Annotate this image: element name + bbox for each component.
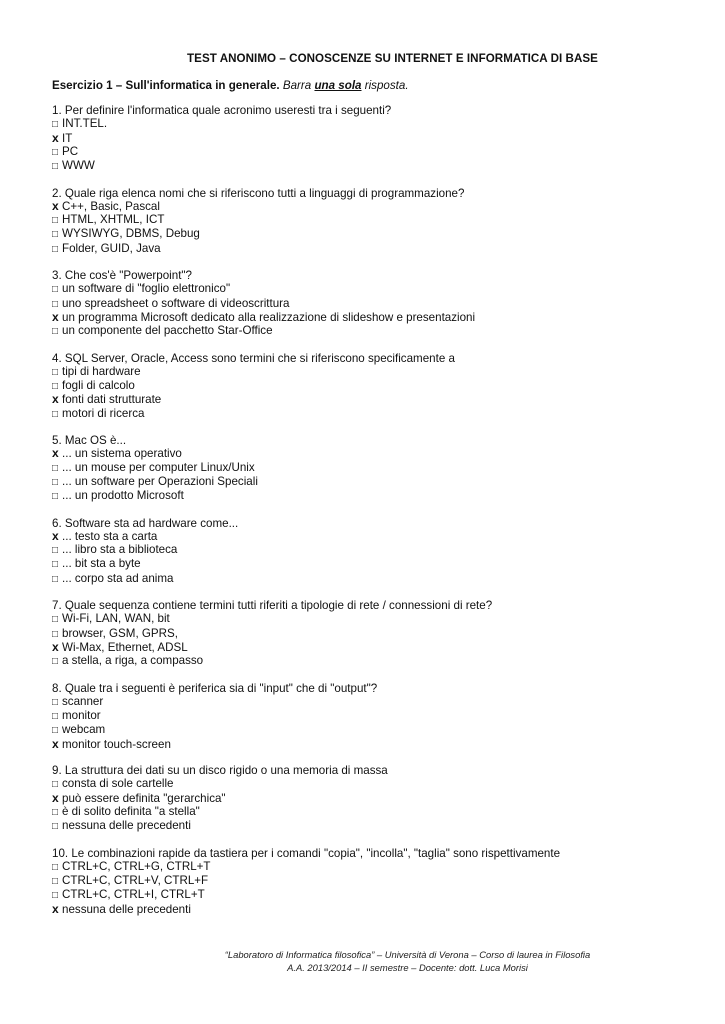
answer-option[interactable] [52,475,692,489]
answer-option[interactable] [52,379,692,393]
option-label: nessuna delle precedenti [62,819,191,832]
empty-checkbox-icon[interactable]: □ [52,381,59,392]
question-8 [52,682,692,751]
option-label: ... libro sta a biblioteca [62,543,178,556]
empty-checkbox-icon[interactable]: □ [52,628,59,640]
answer-option[interactable] [52,145,692,159]
option-label: browser, GSM, GPRS, [62,626,178,640]
answer-option[interactable] [52,557,692,571]
footer-line-course: “Laboratoro di Informatica filosofica” – Università di Verona – Corso di laurea in Filosofia [224,949,591,960]
answer-option-selected[interactable] [52,447,692,460]
answer-option[interactable] [52,819,692,833]
option-label: fonti dati strutturate [62,393,162,407]
option-label: monitor [62,709,101,722]
answer-option[interactable] [52,324,692,338]
option-label: Wi-Fi, LAN, WAN, bit [62,612,170,626]
empty-checkbox-icon[interactable]: □ [52,821,59,832]
empty-checkbox-icon[interactable]: □ [52,326,59,337]
answer-option-selected[interactable] [52,311,692,324]
question-list [52,104,692,929]
empty-checkbox-icon[interactable]: □ [52,215,59,226]
question-4 [52,352,692,421]
option-label: WYSIWYG, DBMS, Debug [62,227,200,241]
answer-option[interactable] [52,213,692,227]
answer-option-selected[interactable] [52,132,692,145]
answer-option-selected[interactable] [52,903,692,916]
answer-option[interactable] [52,612,692,626]
page-title: TEST ANONIMO – CONOSCENZE SU INTERNET E INFORMATICA DI BASE [187,52,598,65]
checked-mark-icon[interactable]: x [52,639,59,654]
question-text: 6. Software sta ad hardware come... [52,516,239,530]
checked-mark-icon[interactable]: x [52,528,59,543]
empty-checkbox-icon[interactable]: □ [52,408,59,420]
answer-option[interactable] [52,282,692,296]
option-label: nessuna delle precedenti [62,902,191,916]
answer-option[interactable] [52,572,692,586]
option-label: Folder, GUID, Java [62,241,161,255]
option-label: fogli di calcolo [62,379,135,392]
answer-option[interactable] [52,365,692,379]
answer-option[interactable] [52,242,692,256]
answer-option[interactable] [52,461,692,475]
empty-checkbox-icon[interactable]: □ [52,462,59,474]
question-text: 9. La struttura dei dati su un disco rigido o una memoria di massa [52,764,388,777]
question-7 [52,599,692,668]
option-label: ... testo sta a carta [62,529,158,543]
answer-option-selected[interactable] [52,530,692,543]
option-label: ... corpo sta ad anima [62,571,174,585]
empty-checkbox-icon[interactable]: □ [52,806,59,818]
empty-checkbox-icon[interactable]: □ [52,573,59,585]
empty-checkbox-icon[interactable]: □ [52,725,59,737]
empty-checkbox-icon[interactable]: □ [52,711,59,722]
option-label: IT [62,131,73,145]
answer-option-selected[interactable] [52,792,692,805]
answer-option[interactable] [52,407,692,421]
empty-checkbox-icon[interactable]: □ [52,161,59,172]
answer-option[interactable] [52,874,692,888]
option-label: tipi di hardware [62,364,141,378]
footer-line-semester: A.A. 2013/2014 – II semestre – Docente: dott. Luca Morisi [287,961,528,973]
empty-checkbox-icon[interactable]: □ [52,491,59,502]
question-text: 8. Quale tra i seguenti è periferica sia di "input" che di "output"? [52,681,378,695]
question-6 [52,517,692,586]
question-5 [52,434,692,503]
empty-checkbox-icon[interactable]: □ [52,146,59,158]
instruction-text-end: risposta. [364,79,409,92]
instruction-emphasis: una sola [314,79,362,92]
answer-option-selected[interactable] [52,738,692,751]
option-label: PC [62,144,79,158]
option-label: consta di sole cartelle [62,777,174,791]
empty-checkbox-icon[interactable]: □ [52,298,59,310]
option-label: un componente del pacchetto Star-Office [62,324,273,337]
answer-option[interactable] [52,777,692,791]
option-label: può essere definita "gerarchica" [62,791,226,805]
checked-mark-icon[interactable]: x [52,736,59,751]
empty-checkbox-icon[interactable]: □ [52,614,59,626]
checked-mark-icon[interactable]: x [52,901,59,916]
answer-option[interactable] [52,627,692,641]
empty-checkbox-icon[interactable]: □ [52,119,59,131]
empty-checkbox-icon[interactable]: □ [52,696,59,708]
answer-option[interactable] [52,695,692,709]
checked-mark-icon[interactable]: x [52,198,59,213]
empty-checkbox-icon[interactable]: □ [52,861,59,873]
checked-mark-icon[interactable]: x [52,392,59,407]
option-label: INT.TEL. [62,117,108,131]
option-label: scanner [62,694,104,708]
option-label: un programma Microsoft dedicato alla realizzazione di slideshow e presentazioni [62,310,476,324]
empty-checkbox-icon[interactable]: □ [52,229,59,241]
answer-option[interactable] [52,888,692,902]
answer-option[interactable] [52,654,692,668]
question-9 [52,764,692,833]
checked-mark-icon[interactable]: x [52,130,59,145]
option-label: ... bit sta a byte [62,557,141,571]
answer-option[interactable] [52,489,692,503]
option-label: HTML, XHTML, ICT [62,213,165,226]
option-label: a stella, a riga, a compasso [62,654,204,667]
option-label: CTRL+C, CTRL+G, CTRL+T [62,859,211,873]
empty-checkbox-icon[interactable]: □ [52,890,59,902]
exercise-instruction [283,79,409,92]
option-label: Wi-Max, Ethernet, ADSL [62,640,188,654]
question-text: 7. Quale sequenza contiene termini tutti riferiti a tipologie di rete / connessioni di rete? [52,599,493,612]
answer-option-selected[interactable] [52,641,692,654]
empty-checkbox-icon[interactable]: □ [52,366,59,378]
option-label: C++, Basic, Pascal [62,199,160,213]
answer-option[interactable] [52,159,692,173]
answer-option[interactable] [52,117,692,131]
option-label: WWW [62,159,95,172]
option-label: monitor touch-screen [62,737,171,751]
empty-checkbox-icon[interactable]: □ [52,284,59,296]
empty-checkbox-icon[interactable]: □ [52,559,59,571]
question-text: 10. Le combinazioni rapide da tastiera per i comandi "copia", "incolla", "taglia" sono rispettivamente [52,846,561,860]
option-label: un software di "foglio elettronico" [62,282,231,296]
option-label: ... un prodotto Microsoft [62,489,184,502]
option-label: motori di ricerca [62,406,145,420]
answer-option-selected[interactable] [52,393,692,406]
question-text: 3. Che cos'è "Powerpoint"? [52,269,192,282]
checked-mark-icon[interactable]: x [52,446,59,461]
exercise-heading [52,79,409,92]
option-label: CTRL+C, CTRL+V, CTRL+F [62,874,209,887]
question-1 [52,104,692,173]
question-3 [52,269,692,338]
answer-option[interactable] [52,227,692,241]
empty-checkbox-icon[interactable]: □ [52,779,59,791]
answer-option[interactable] [52,297,692,311]
question-text: 2. Quale riga elenca nomi che si riferiscono tutti a linguaggi di programmazione? [52,186,465,200]
answer-option[interactable] [52,723,692,737]
option-label: ... un mouse per computer Linux/Unix [62,460,255,474]
empty-checkbox-icon[interactable]: □ [52,656,59,667]
instruction-text: Barra [282,79,312,92]
checked-mark-icon[interactable]: x [52,309,59,324]
question-text: 1. Per definire l'informatica quale acronimo useresti tra i seguenti? [52,104,392,117]
answer-option-selected[interactable] [52,200,692,213]
answer-option[interactable] [52,543,692,557]
empty-checkbox-icon[interactable]: □ [52,243,59,255]
answer-option[interactable] [52,805,692,819]
option-label: ... un sistema operativo [62,447,182,461]
question-text: 5. Mac OS è... [52,434,127,447]
option-label: uno spreadsheet o software di videoscrittura [62,296,290,310]
option-label: ... un software per Operazioni Speciali [62,474,258,488]
answer-option[interactable] [52,860,692,874]
option-label: webcam [62,723,106,737]
empty-checkbox-icon[interactable]: □ [52,876,59,887]
page-footer [0,949,725,974]
question-text: 4. SQL Server, Oracle, Access sono termini che si riferiscono specificamente a [52,351,455,365]
empty-checkbox-icon[interactable]: □ [52,545,59,556]
checked-mark-icon[interactable]: x [52,790,59,805]
answer-option[interactable] [52,709,692,723]
option-label: è di solito definita "a stella" [62,804,200,818]
empty-checkbox-icon[interactable]: □ [52,476,59,488]
question-10 [52,847,692,916]
exercise-title: Esercizio 1 – Sull'informatica in generale. [52,79,280,92]
option-label: CTRL+C, CTRL+I, CTRL+T [62,888,205,902]
question-2 [52,187,692,256]
